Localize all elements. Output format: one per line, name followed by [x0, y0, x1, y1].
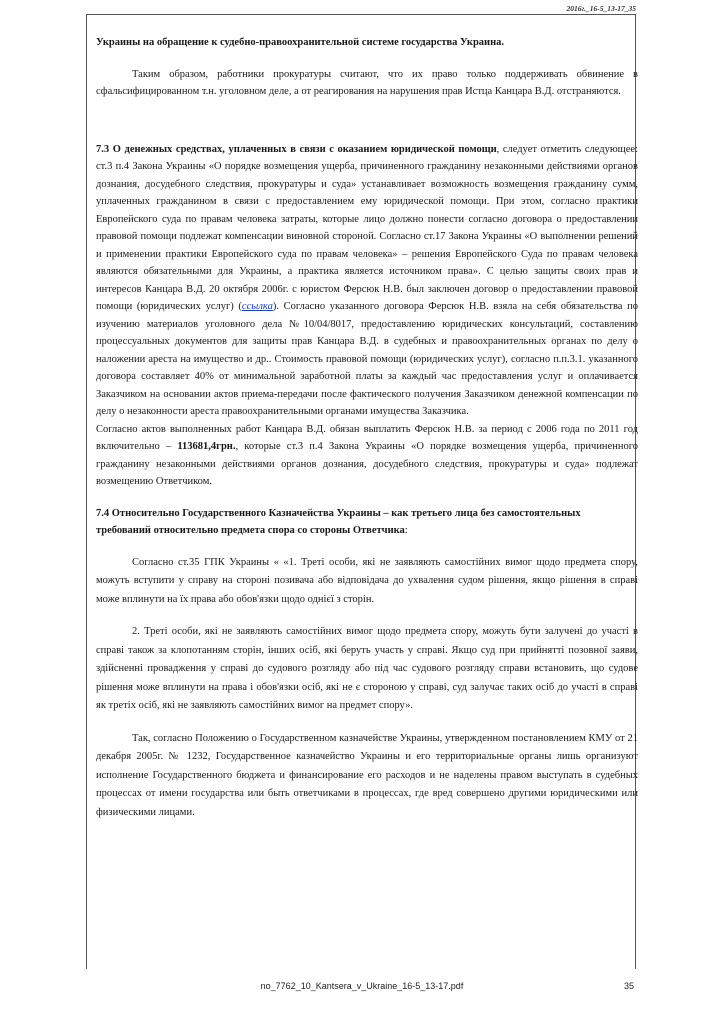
section-7-3-body-end: ). Согласно указанного договора Ферсюк Н.В. взяла на себя обязательства по изучению материалов уголовного дела №10/04/8017, предоставлению юридических консультаций, составлению процессуальных документов для защиты прав Канцара В.Д. в судебных и правоохранительных органах по делу о наложении ареста на имущество и др.. Стоимость правовой помощи (юридических услуг), согласно п.п.3.1. указанного договора составляет 40% от минимальной заработной платы за каждый час предоставления услуг и оплачивается Заказчиком на основании актов приема-передачи после фактического получения Заказчиком денежной компенсации по делу о незаконности ареста правоохранительными органами имущества Заказчика.	[96, 301, 638, 417]
paragraph-prosecutors: Таким образом, работники прокуратуры считают, что их право только поддерживать обвинение в сфальсифицированном т.н. уголовном деле, а от реагирования на нарушения прав Истца Канцара В.Д. отстраняются.	[96, 68, 638, 97]
document-stamp: 2016г._16-5_13-17_35	[566, 4, 636, 13]
acts-text-start: Согласно актов выполненных работ Канцара В.Д. обязан выплатить Ферсюк Н.В. за период с 2006 года по 2011 год включительно –	[96, 423, 638, 452]
acts-text-end: , которые ст.3 п.4 Закона Украины «О порядке возмещения ущерба, причиненного гражданину незаконными действиями органов дознания, досудебного следствия, прокуратуры и суда» подлежат возмещению Ответчиком.	[96, 441, 638, 487]
section-7-3-heading: 7.3 О денежных средствах, уплаченных в связи с оказанием юридической помощи	[96, 143, 497, 155]
acts-amount: 113681,4грн.	[177, 441, 236, 452]
footer-filename: no_7762_10_Kantsera_v_Ukraine_16-5_13-17.pdf	[260, 981, 464, 991]
quote-article-35-part-2: 2. Треті особи, які не заявляють самостійних вимог щодо предмета спору, можуть бути залучені до участі в справі також за клопотанням сторін, інших осіб, які беруть участь у справі. Якщо суд при прийнятті позовної заяви, здійсненні провадження у справі до судового розгляду або під час судового розгляду справи встановить, що судове рішення може вплинути на права і обов'язки осіб, які не є стороною у справі, суд залучає таких осіб до участі в справі як третіх осіб, які не заявляють самостійних вимог на предмет спору».	[96, 626, 638, 711]
section-7-4-heading: 7.4 Относительно Государственного Казначейства Украины – как третьего лица без самостоятельных требований относительно предмета спора со стороны Ответчика	[96, 507, 581, 536]
document-body	[96, 34, 638, 822]
section-7-3	[96, 141, 638, 421]
reference-link[interactable]: ссылка	[241, 301, 273, 312]
footer-page-number: 35	[624, 981, 635, 991]
section-7-4-heading-tail: :	[404, 525, 408, 536]
section-7-4-heading-block	[96, 505, 638, 540]
quote-article-35-part-1: Согласно ст.35 ГПК Украины « «1. Треті особи, які не заявляють самостійних вимог щодо предмета спору, можуть вступити у справу на стороні позивача або відповідача до ухвалення судом рішення, якщо рішення в справі може вплинути на їх права або обов'язки щодо однієї з сторін.	[96, 556, 638, 605]
section-7-3-body-start: , следует отметить следующее: ст.3 п.4 Закона Украины «О порядке возмещения ущерба, причиненного гражданину незаконными действиями органов дознания, досудебного следствия, прокуратуры и суда» устанавливает возможность возмещения гражданину сумм, уплаченных гражданином в связи с предоставлением ему юридической помощи. При этом, согласно практики Европейского суда по правам человека затраты, которые лицо должно понести согласно договора о предоставлении правовой помощи подлежат компенсации виновной стороной. Согласно ст.17 Закона Украины «О выполнении решений и применении практики Европейского суда по правам человека» – решения Европейского Суда по правам человека являются обязательными для Украины, а практика является источником права». С целью защиты своих прав и интересов Канцара В.Д. 20 октября 2006г. с юристом Ферсюк Н.В. был заключен договор о предоставлении правовой помощи (юридических услуг) (	[96, 143, 639, 312]
section-7-3-acts	[96, 421, 638, 491]
intro-heading: Украины на обращение к судебно-правоохранительной системе государства Украина.	[96, 37, 505, 48]
paragraph-treasury: Так, согласно Положению о Государственном казначействе Украины, утвержденном постановлением КМУ от 21 декабря 2005г. № 1232, Государственное казначейство Украины и его территориальные органы лишь организуют исполнение Государственного бюджета и финансирование его расходов и не наделены правом выступать в судебных процессах от имени государства или быть ответчиками в процессах, где вред совершено другими юридическими или физическими лицами.	[96, 732, 638, 818]
